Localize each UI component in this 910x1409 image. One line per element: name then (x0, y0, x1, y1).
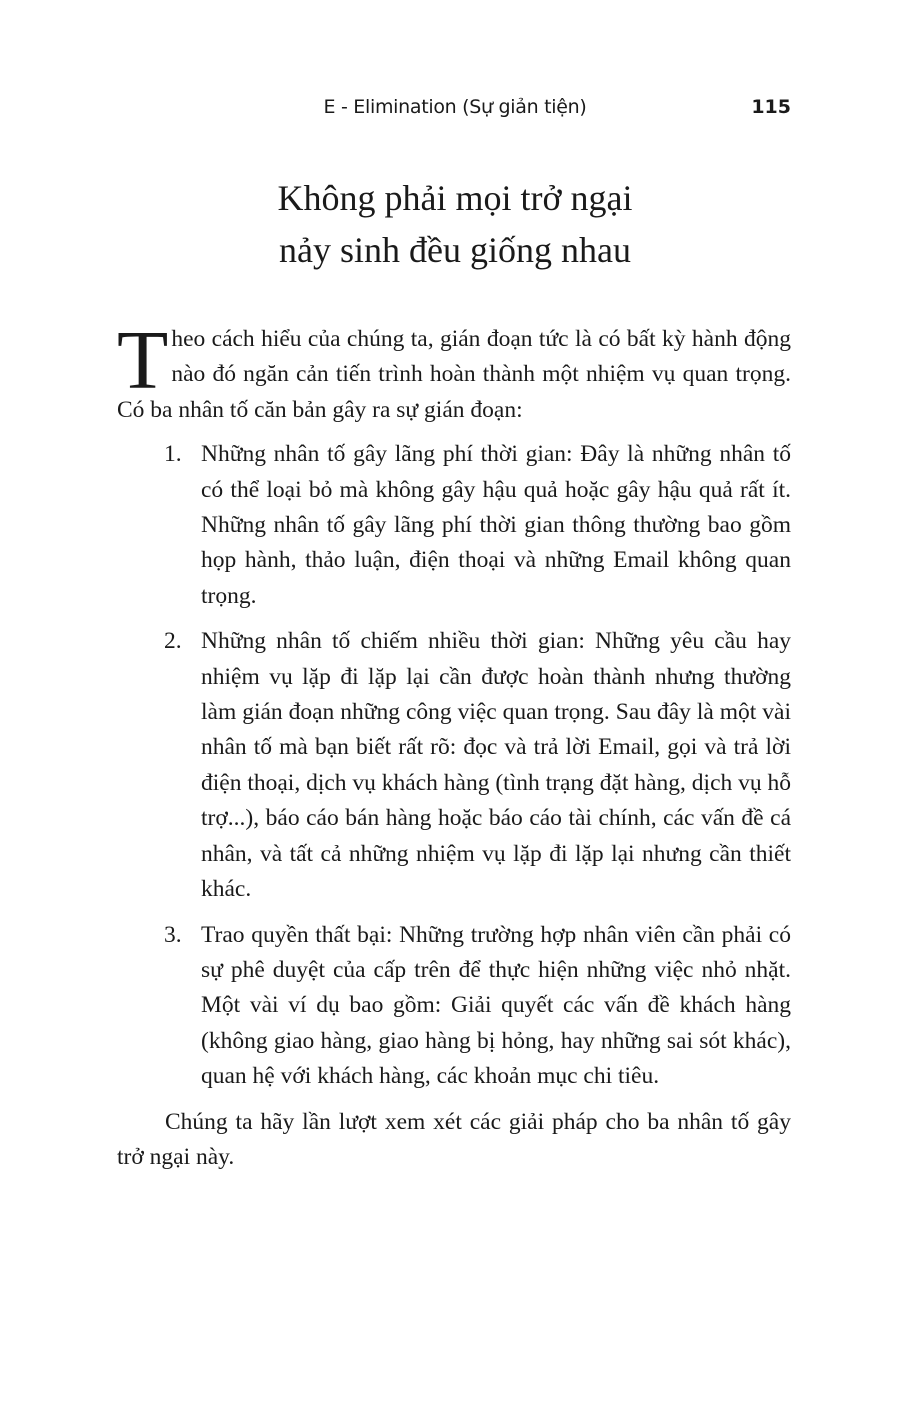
list-item (117, 624, 791, 907)
body-text (117, 314, 791, 1175)
list-item-text: Trao quyền thất bại: Những trường hợp nhân viên cần phải có sự phê duyệt của cấp trên để thực hiện những việc nhỏ nhặt. Một vài ví dụ bao gồm: Giải quyết các vấn đề khách hàng (không giao hàng, giao hàng bị hỏng, hay những sai sót khác), quan hệ với khách hàng, các khoản mục chi tiêu. (201, 921, 791, 1090)
page-number: 115 (751, 96, 791, 118)
list-item-number: 2. (164, 628, 182, 655)
list-item (117, 437, 791, 614)
list-item-number: 1. (164, 441, 182, 468)
list-item-number: 3. (164, 921, 182, 948)
section-title-line-1: Không phải mọi trở ngại (277, 178, 633, 218)
section-title (0, 172, 910, 276)
drop-cap: T (117, 314, 169, 407)
list-item (117, 918, 791, 1095)
list-item-text: Những nhân tố gây lãng phí thời gian: Đây là những nhân tố có thể loại bỏ mà không gây hậu quả hoặc gây hậu quả rất ít. Những nhân tố gây lãng phí thời gian thông thường bao gồm họp hành, thảo luận, điện thoại và những Email không quan trọng. (201, 441, 791, 609)
factor-list (117, 437, 791, 1094)
closing-paragraph: Chúng ta hãy lần lượt xem xét các giải pháp cho ba nhân tố gây trở ngại này. (117, 1108, 791, 1170)
running-title: E - Elimination (Sự giản tiện) (323, 96, 587, 118)
list-item-text: Những nhân tố chiếm nhiều thời gian: Những yêu cầu hay nhiệm vụ lặp đi lặp lại cần được hoàn thành nhưng thường làm gián đoạn những công việc quan trọng. Sau đây là một vài nhân tố mà bạn biết rất rõ: đọc và trả lời Email, gọi và trả lời điện thoại, dịch vụ khách hàng (tình trạng đặt hàng, dịch vụ hỗ trợ...), báo cáo bán hàng hoặc báo cáo tài chính, các vấn đề cá nhân, và tất cả những nhiệm vụ lặp đi lặp lại nhưng cần thiết khác. (201, 628, 791, 903)
section-title-line-2: nảy sinh đều giống nhau (279, 230, 631, 270)
intro-paragraph (117, 314, 791, 428)
intro-text: heo cách hiểu của chúng ta, gián đoạn tức là có bất kỳ hành động nào đó ngăn cản tiến trình hoàn thành một nhiệm vụ quan trọng. Có ba nhân tố căn bản gây ra sự gián đoạn: (117, 326, 791, 423)
running-header (0, 96, 910, 126)
